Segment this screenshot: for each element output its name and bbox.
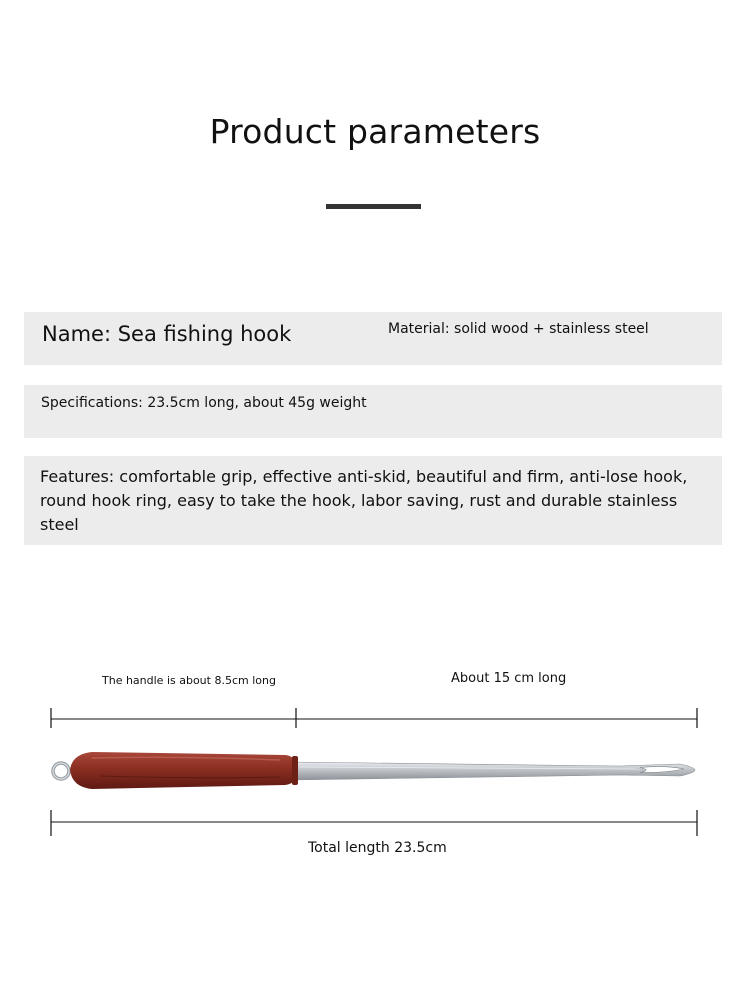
bottom-dimension-line (51, 810, 697, 836)
handle-length-label: The handle is about 8.5cm long (102, 674, 276, 687)
page-title: Product parameters (209, 112, 541, 151)
param-name: Name: Sea fishing hook (42, 322, 292, 346)
param-specifications: Specifications: 23.5cm long, about 45g weight (41, 395, 367, 411)
param-material: Material: solid wood + stainless steel (388, 321, 649, 337)
wooden-handle (70, 752, 298, 789)
param-features: Features: comfortable grip, effective anti-skid, beautiful and firm, anti-lose hook, round hook ring, easy to take the hook, labor saving, rust and durable stainless steel (40, 467, 688, 534)
top-dimension-line (51, 708, 697, 728)
hook-ring (53, 763, 69, 779)
steel-shaft (290, 762, 695, 780)
shaft-length-label: About 15 cm long (451, 671, 567, 686)
total-length-label: Total length 23.5cm (308, 840, 447, 856)
